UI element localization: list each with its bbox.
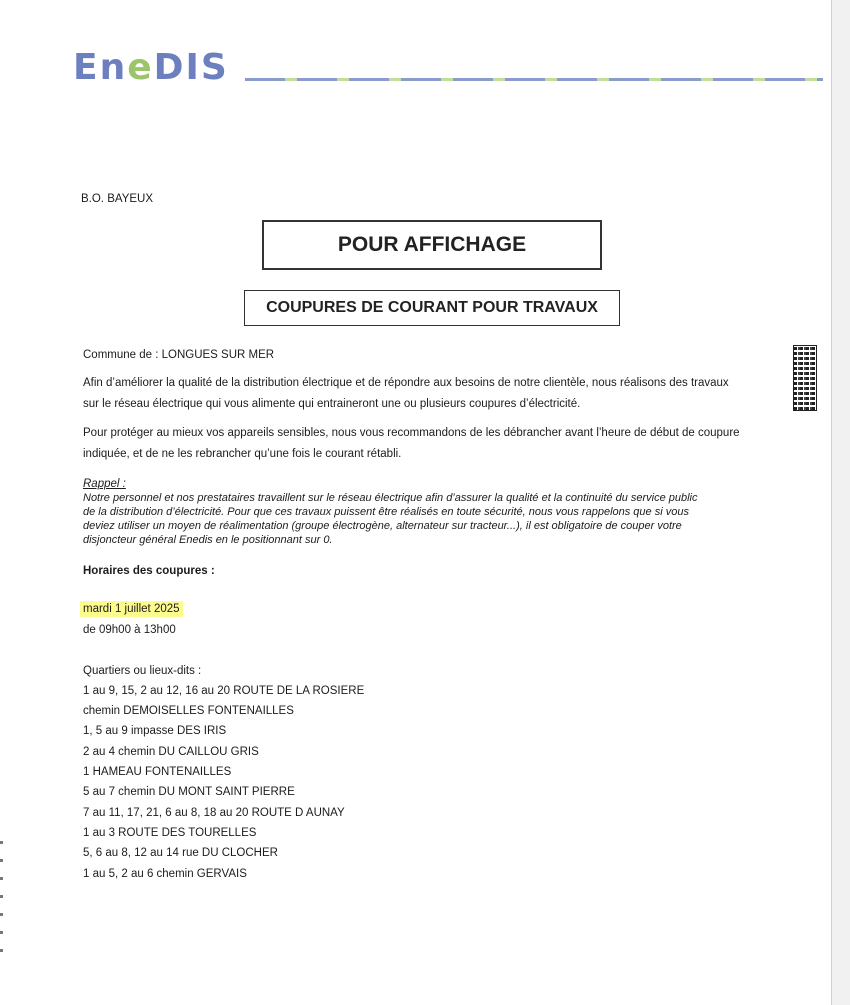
schedule-heading: Horaires des coupures : xyxy=(83,565,215,577)
area-item: 1 au 5, 2 au 6 chemin GERVAIS xyxy=(83,868,247,880)
protect-line-2: indiquée, et de ne les rebrancher qu’une fois le courant rétabli. xyxy=(83,448,402,460)
area-item: 5, 6 au 8, 12 au 14 rue DU CLOCHER xyxy=(83,847,278,859)
outage-time-range: de 09h00 à 13h00 xyxy=(83,624,176,636)
area-item: 1 HAMEAU FONTENAILLES xyxy=(83,766,232,778)
intro-line-2: sur le réseau électrique qui vous alimente qui entraineront une ou plusieurs coupures d’électricité. xyxy=(83,398,581,410)
rappel-line-4: disjoncteur général Enedis en le positionnant sur 0. xyxy=(83,534,333,546)
rappel-line-2: de la distribution d’électricité. Pour que ces travaux puissent être réalisés en toute sécurité, nous vous rappelons que si vous xyxy=(83,506,689,518)
page-title: POUR AFFICHAGE xyxy=(262,220,602,270)
area-item: 2 au 4 chemin DU CAILLOU GRIS xyxy=(83,746,259,758)
intro-line-1: Afin d’améliorer la qualité de la distribution électrique et de répondre aux besoins de notre clientèle, nous réalisons des travaux xyxy=(83,377,729,389)
area-item: 1 au 3 ROUTE DES TOURELLES xyxy=(83,827,257,839)
page-edge xyxy=(831,0,850,1005)
area-item: 7 au 11, 17, 21, 6 au 8, 18 au 20 ROUTE D AUNAY xyxy=(83,807,345,819)
outage-date: mardi 1 juillet 2025 xyxy=(80,601,183,617)
scan-margin-marks xyxy=(0,832,3,952)
rappel-line-1: Notre personnel et nos prestataires travaillent sur le réseau électrique afin d’assurer la qualité et la continuité du service public xyxy=(83,492,698,504)
office-name: B.O. BAYEUX xyxy=(81,193,154,205)
area-item: chemin DEMOISELLES FONTENAILLES xyxy=(83,705,294,717)
rappel-label: Rappel : xyxy=(83,478,126,490)
area-item: 1 au 9, 15, 2 au 12, 16 au 20 ROUTE DE LA ROSIERE xyxy=(83,685,365,697)
notice-subtitle: COUPURES DE COURANT POUR TRAVAUX xyxy=(244,290,620,326)
rappel-line-3: deviez utiliser un moyen de réalimentation (groupe électrogène, alternateur sur tracteur...), il est obligatoire de couper votre xyxy=(83,520,682,532)
areas-heading: Quartiers ou lieux-dits : xyxy=(83,665,202,677)
protect-line-1: Pour protéger au mieux vos appareils sensibles, nous vous recommandons de les débrancher avant l’heure de début de coupure xyxy=(83,427,740,439)
area-item: 5 au 7 chemin DU MONT SAINT PIERRE xyxy=(83,786,295,798)
datamatrix-code xyxy=(793,345,817,411)
commune-line: Commune de : LONGUES SUR MER xyxy=(83,349,275,361)
logo-divider xyxy=(245,78,823,81)
enedis-logo: EneDIS xyxy=(73,47,229,88)
area-item: 1, 5 au 9 impasse DES IRIS xyxy=(83,725,227,737)
